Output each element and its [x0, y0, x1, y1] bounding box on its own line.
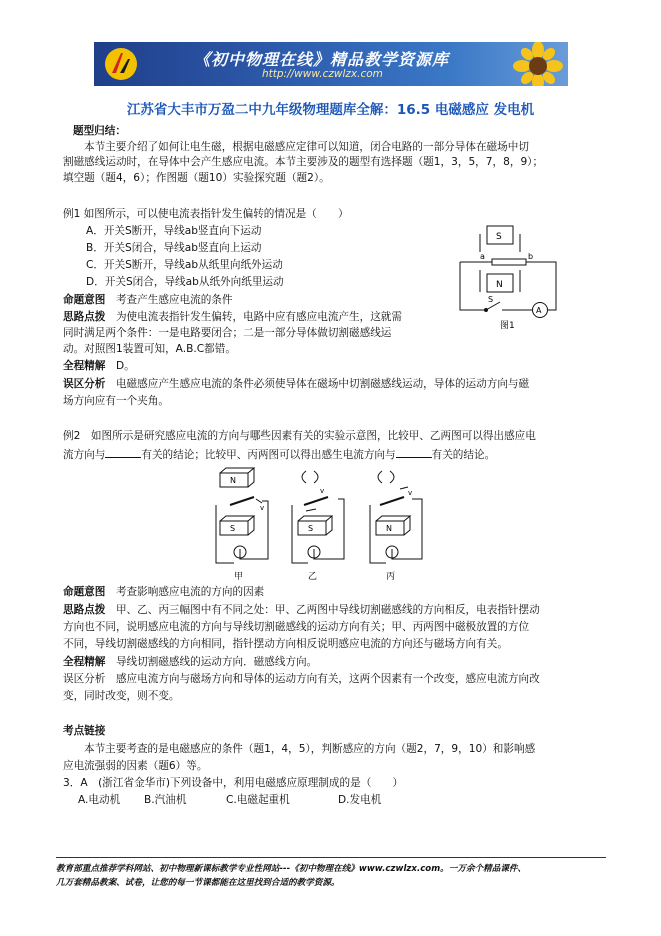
ex2-answer-label: 全程精解 — [63, 656, 106, 668]
fig1-a-label: a — [480, 252, 485, 261]
jia-s-label: S — [230, 524, 236, 533]
ex2-hint-line: 不同，导线切割磁感线的方向相同，指针摆动方向相反说明感应电流的方向还与磁场方向有关。 — [63, 638, 508, 650]
ex2-hint-line: 方向也不同，说明感应电流的方向与导线切割磁感线的运动方向有关；甲、丙两图中磁极放置的方位 — [63, 621, 530, 633]
figure-2-experiments — [210, 465, 450, 583]
summary-heading: 题型归结： — [73, 125, 126, 137]
jia-v-label: v — [260, 504, 265, 512]
footer-line: 几万套精品教案、试卷，让您的每一节课都能在这里找到合适的教学资源。 — [56, 878, 340, 888]
jia-n-label: N — [230, 476, 236, 485]
ex2-hint-label: 思路点拨 — [63, 604, 106, 616]
document-title: 江苏省大丰市万盈二中九年级物理题库全解：16.5 电磁感应 发电机 — [126, 102, 535, 118]
footer-line: 教育部重点推荐学科网站、初中物理新课标教学专业性网站---《初中物理在线》www.czwlzx.com。一万余个精品课件、 — [56, 864, 527, 874]
fig1-s-label: S — [496, 232, 502, 242]
fig1-switch-label: S — [488, 295, 494, 304]
ex1-hint-line: 动。对照图1装置可知，A.B.C都错。 — [63, 343, 236, 355]
bing-v-label: v — [408, 489, 413, 497]
ex1-hint-line: 同时满足两个条件：一是电路要闭合；二是一部分导体做切割磁感线运 — [63, 327, 392, 339]
sunflower-icon — [506, 42, 568, 86]
fig1-n-label: N — [496, 280, 503, 290]
ex2-stem-part: 流方向与 — [63, 449, 106, 461]
links-heading: 考点链接 — [63, 725, 106, 737]
links-line: 应电流强弱的因素（题6）等。 — [63, 760, 208, 772]
ex1-option: C．开关S断开，导线ab从纸里向纸外运动 — [86, 259, 283, 271]
answer-blank[interactable] — [105, 446, 141, 458]
caption-jia: 甲 — [234, 572, 244, 582]
links-line: 本节主要考查的是电磁感应的条件（题1，4，5），判断感应的方向（题2，7，9，10）和影响感 — [84, 743, 536, 755]
ex2-intent: 考查影响感应电流的方向的因素 — [115, 586, 265, 598]
ex2-answer: 导线切割磁感线的运动方向．磁感线方向。 — [115, 656, 318, 668]
ex1-hint-line: 为使电流表指针发生偏转，电路中应有感应电流产生，这就需 — [115, 311, 402, 323]
caption-bing: 丙 — [386, 572, 396, 582]
footer-rule — [56, 857, 606, 858]
q3-option: C.电磁起重机 — [226, 794, 290, 806]
banner-title: 《初中物理在线》精品教学资源库 — [194, 50, 450, 69]
ex2-stem-part: 有关的结论。 — [431, 449, 496, 461]
ex1-stem: 例1 如图所示，可以使电流表指针发生偏转的情况是（ ） — [63, 208, 349, 220]
yi-s-label: S — [308, 524, 314, 533]
answer-blank[interactable] — [396, 446, 432, 458]
ex1-option: A．开关S断开，导线ab竖直向下运动 — [86, 225, 262, 237]
summary-line: 填空题（题4，6）；作图题（题10）实验探究题（题2）。 — [63, 172, 330, 184]
q3-stem: 3．A (浙江省金华市)下列设备中，利用电磁感应原理制成的是（ ） — [63, 777, 404, 789]
conductor-ab — [492, 259, 526, 265]
site-logo-icon — [102, 45, 140, 83]
ex2-stem: 例2 如图所示是研究感应电流的方向与哪些因素有关的实验示意图，比较甲、乙两图可以得出感应电 — [63, 430, 536, 442]
ex1-error-label: 误区分析 — [63, 378, 106, 390]
panel-yi — [292, 471, 344, 563]
ex1-answer: D。 — [115, 360, 135, 372]
ex1-error-line: 场方向应有一个夹角。 — [63, 395, 169, 407]
ex1-intent-label: 命题意图 — [63, 294, 106, 306]
ex1-error-line: 电磁感应产生感应电流的条件必须使导体在磁场中切割磁感线运动，导体的运动方向与磁 — [115, 378, 530, 390]
panel-bing — [370, 471, 422, 563]
fig1-caption: 图1 — [500, 321, 515, 331]
ex2-error-line: 感应电流方向与磁场方向和导体的运动方向有关，这两个因素有一个改变，感应电流方向改 — [115, 673, 540, 685]
panel-jia — [216, 468, 268, 563]
ex2-stem-part: 有关的结论；比较甲、丙两图可以得出感生电流方向与 — [141, 449, 396, 461]
ex2-intent-label: 命题意图 — [63, 586, 106, 598]
ex1-intent: 考查产生感应电流的条件 — [115, 294, 233, 306]
caption-yi: 乙 — [308, 572, 318, 582]
banner-url[interactable]: http://www.czwlzx.com — [262, 68, 383, 80]
fig1-b-label: b — [528, 252, 534, 261]
q3-option: A.电动机 — [78, 794, 121, 806]
ex1-hint-label: 思路点拨 — [63, 311, 106, 323]
q3-option: B.汽油机 — [144, 794, 187, 806]
fig1-meter-label: A — [536, 306, 542, 315]
figure-1-circuit — [448, 222, 568, 334]
ex2-error-line: 变，同时改变，则不变。 — [63, 690, 180, 702]
ex2-error-label: 误区分析 — [63, 673, 106, 685]
yi-v-label: v — [320, 487, 325, 495]
ex1-option: B．开关S闭合，导线ab竖直向上运动 — [86, 242, 262, 254]
ex1-answer-label: 全程精解 — [63, 360, 106, 372]
header-banner — [94, 42, 568, 86]
summary-line: 割磁感线运动时，在导体中会产生感应电流。本节主要涉及的题型有选择题（题1，3，5，7，8，9）； — [63, 156, 544, 168]
ex1-option: D．开关S闭合，导线ab从纸外向纸里运动 — [86, 276, 284, 288]
q3-option: D.发电机 — [338, 794, 382, 806]
ex2-hint-line: 甲、乙、丙三幅图中有不同之处：甲、乙两图中导线切割磁感线的方向相反，电表指针摆动 — [115, 604, 540, 616]
bing-n-label: N — [386, 524, 392, 533]
summary-line: 本节主要介绍了如何让电生磁，根据电磁感应定律可以知道，闭合电路的一部分导体在磁场中切 — [84, 141, 529, 153]
